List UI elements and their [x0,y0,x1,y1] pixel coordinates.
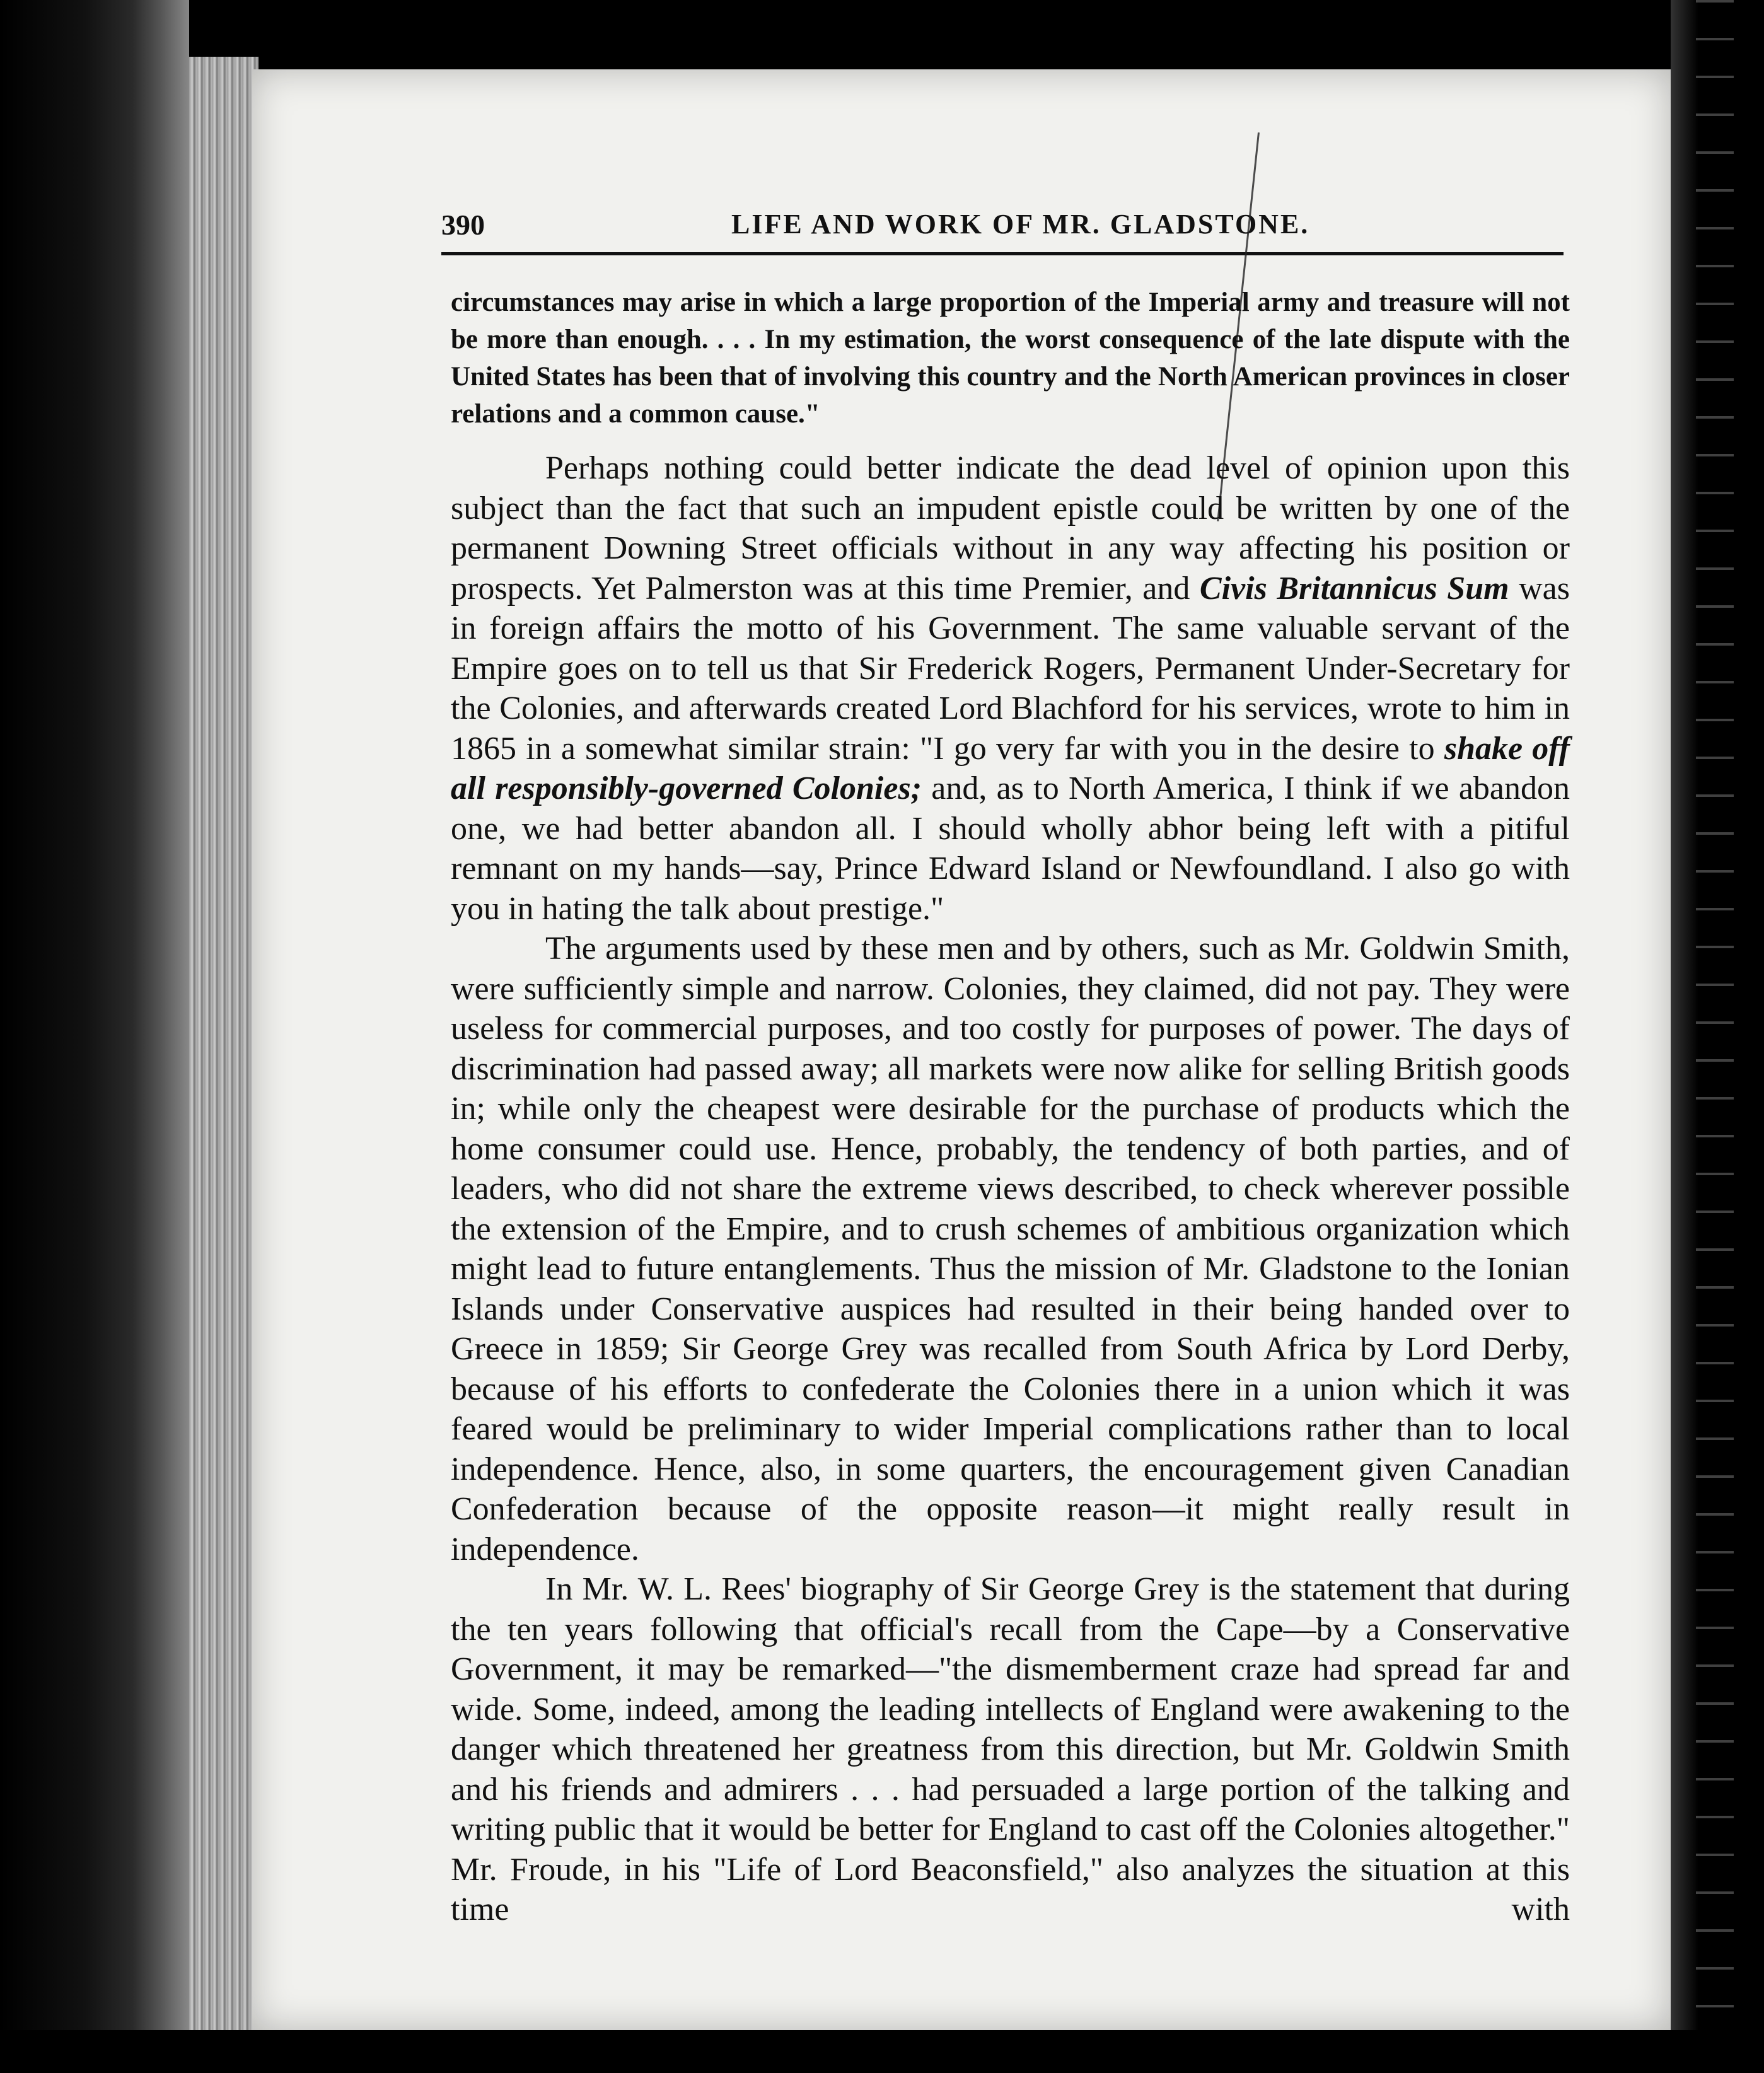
page-body [451,284,1570,1930]
running-head: LIFE AND WORK OF MR. GLADSTONE. [731,209,1310,240]
paragraph-3: In Mr. W. L. Rees' biography of Sir George Grey is the statement that during the ten years following that official's recall from the Cape—by a Conservative Government, it may be remarked—"the dismemberment craze had spread far and wide. Some, indeed, among the leading intellects of England were awakening to the danger which threatened her greatness from this direction, but Mr. Goldwin Smith and his friends and admirers . . . had persuaded a large portion of the talking and writing public that it would be better for England to cast off the Colonies altogether." Mr. Froude, in his "Life of Lord Beaconsfield," also analyzes the situation at this time with [451,1571,1570,1927]
paragraph-1-text-b: was in foreign affairs the motto of his Government. The same valuable servant of the Empire goes on to tell us that Sir Frederick Rogers, Permanent Under-Secretary for the Colonies, and afterwards created Lord Blachford for his services, wrote to him in 1865 in a somewhat similar strain: "I go very far with you in the desire to [451,570,1570,767]
scan-bottom-margin [0,2030,1764,2073]
paragraph-1-text-a: Perhaps nothing could better indicate the dead level of opinion upon this subject than the fact that such an impudent epistle could be written by one of the permanent Downing Street officials without in any way affecting his position or prospects. Yet Palmerston was at this time Premier, and [451,450,1570,607]
paragraph-1-italic-b: shake off all responsibly-governed Colonies; [451,730,1570,806]
paragraph-1-italic-a: Civis Britannicus Sum [1199,570,1509,607]
paragraph-1-text-c: and, as to North America, I think if we abandon one, we had better abandon all. I should wholly abhor being left with a pitiful remnant on my hands—say, Prince Edward Island or Newfoundland. I also go with you in hating the talk about prestige." [451,770,1570,927]
page-header [441,208,1564,255]
paragraph-2: The arguments used by these men and by others, such as Mr. Goldwin Smith, were sufficiently simple and narrow. Colonies, they claimed, did not pay. They were useless for commercial purposes, and too costly for purposes of power. The days of discrimination had passed away; all markets were now alike for selling British goods in; while only the cheapest were desirable for the purchase of products which the home consumer could use. Hence, probably, the tendency of both parties, and of leaders, who did not share the extreme views described, to check wherever possible the extension of the Empire, and to crush schemes of ambitious organization which might lead to future entanglements. Thus the mission of Mr. Gladstone to the Ionian Islands under Conservative auspices had resulted in their being handed over to Greece in 1859; Sir George Grey was recalled from South Africa by Lord Derby, because of his efforts to confederate the Colonies there in a union which it was feared would be preliminary to wider Imperial complications rather than to local independence. Hence, also, in some quarters, the encouragement given Canadian Confederation because of the opposite reason—it might really result in independence. [451,931,1570,1567]
book-page-edges [189,57,258,2043]
scan-right-margin [1671,0,1764,2073]
paragraph-1 [451,448,1570,929]
scan-left-margin [0,0,189,2073]
block-quote-continuation: circumstances may arise in which a large proportion of the Imperial army and treasure will not be more than enough. . . . In my estimation, the worst consequence of the late dispute with the United States has been that of involving this country and the North American provinces in closer relations and a common cause." [451,287,1570,429]
page-number: 390 [441,209,485,241]
